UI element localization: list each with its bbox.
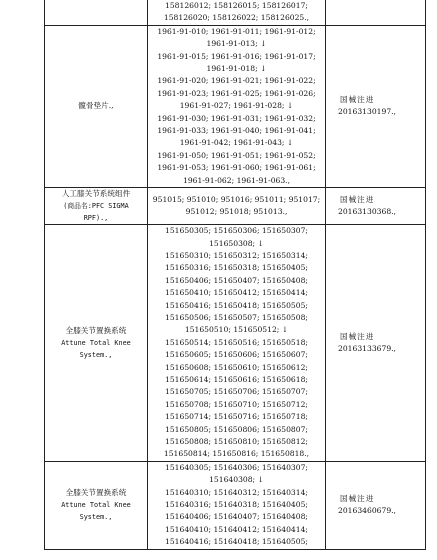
- model-code-line: 151650708; 151650710; 151650712;: [165, 399, 308, 409]
- registration-number: 20163133679.,: [338, 343, 396, 353]
- model-codes-cell: [148, 0, 326, 25]
- registration-number-cell: [326, 188, 426, 225]
- table-body: [45, 0, 426, 549]
- model-code-line: 151650514; 151650516; 151650518;: [165, 337, 308, 347]
- registration-number: 20163460679.,: [338, 506, 396, 516]
- product-name-line: 全膝关节置换系统: [65, 325, 127, 335]
- model-code-line: 951012; 951018; 951013.,: [185, 207, 288, 217]
- model-code-line: 1961-91-023; 1961-91-025; 1961-91-026;: [157, 88, 316, 98]
- product-name-line: System.,: [79, 350, 113, 359]
- model-code-line: 1961-91-013; ↓: [206, 39, 267, 49]
- product-name-line: Attune Total Knee: [61, 501, 131, 510]
- model-codes-cell: [148, 25, 326, 187]
- product-name-cell: [45, 461, 148, 549]
- model-code-line: 151650410; 151650412; 151650414;: [165, 288, 308, 298]
- product-name-cell: [45, 188, 148, 225]
- table-row: [45, 461, 426, 549]
- model-code-line: 151650406; 151650407; 151650408;: [165, 275, 308, 285]
- model-code-line: 1961-91-042; 1961-91-043; ↓: [179, 138, 294, 148]
- model-code-line: 1961-91-020; 1961-91-021; 1961-91-022;: [157, 76, 316, 86]
- model-code-line: 151650416; 151650418; 151650505;: [165, 300, 308, 310]
- model-code-line: 1961-91-027; 1961-91-028; ↓: [179, 101, 294, 111]
- product-name-line: (商品名:PFC SIGMA: [63, 202, 129, 211]
- model-code-line: 151650714; 151650716; 151650718;: [165, 412, 308, 422]
- registration-prefix: 国械注进: [340, 95, 375, 105]
- registration-prefix: 国械注进: [340, 331, 375, 341]
- model-code-line: 151640406; 151640407; 151640408;: [165, 512, 308, 522]
- registration-number-cell: [326, 461, 426, 549]
- model-code-line: 151650316; 151650318; 151650405;: [165, 263, 308, 273]
- model-code-line: 151640310; 151640312; 151640314;: [165, 487, 308, 497]
- registration-prefix: 国械注进: [340, 195, 375, 205]
- device-registration-table: [44, 0, 426, 550]
- registration-number: 20163130197.,: [338, 107, 396, 117]
- model-code-line: 1961-91-033; 1961-91-040; 1961-91-041;: [157, 126, 316, 136]
- model-code-line: 151650614; 151650616; 151650618;: [165, 374, 308, 384]
- model-code-line: 1961-91-053; 1961-91-060; 1961-91-061;: [157, 163, 316, 173]
- product-name-line: System.,: [79, 513, 113, 522]
- product-name-cell: [45, 25, 148, 187]
- product-name-cell: [45, 225, 148, 462]
- registration-prefix: 国械注进: [340, 494, 375, 504]
- model-code-line: 151650705; 151650706; 151650707;: [165, 387, 308, 397]
- model-code-line: 151650310; 151650312; 151650314;: [165, 250, 308, 260]
- model-code-line: 158126012; 158126015; 158126017;: [165, 1, 308, 10]
- model-codes-cell: [148, 461, 326, 549]
- product-name-line: RPF).,: [83, 214, 109, 223]
- model-code-line: 151650305; 151650306; 151650307;: [165, 226, 308, 236]
- model-code-line: 1961-91-015; 1961-91-016; 1961-91-017;: [157, 51, 316, 61]
- model-code-line: 1961-91-010; 1961-91-011; 1961-91-012;: [157, 26, 316, 36]
- model-code-line: 151650510; 151650512; ↓: [184, 325, 289, 335]
- model-code-line: 151650608; 151650610; 151650612;: [165, 362, 308, 372]
- model-code-line: 151640316; 151640318; 151640405;: [165, 500, 308, 510]
- table-row: [45, 188, 426, 225]
- model-code-line: 151640416; 151640418; 151640505;: [165, 537, 308, 547]
- model-code-line: 1961-91-050; 1961-91-051; 1961-91-052;: [157, 150, 316, 160]
- product-name-cell: [45, 0, 148, 25]
- model-code-line: 151640308; ↓: [209, 475, 264, 485]
- table-row: [45, 225, 426, 462]
- model-code-line: 1961-91-018; ↓: [206, 64, 267, 74]
- registration-number-cell: [326, 0, 426, 25]
- model-code-line: 151640410; 151640412; 151640414;: [165, 524, 308, 534]
- model-code-line: 1961-91-062; 1961-91-063.,: [182, 175, 291, 185]
- product-name-line: 人工膝关节系统组件: [61, 189, 131, 199]
- model-code-line: 151640305; 151640306; 151640307;: [165, 462, 308, 472]
- model-code-line: 151650308; ↓: [209, 238, 264, 248]
- model-code-line: 151650808; 151650810; 151650812;: [165, 437, 308, 446]
- model-codes-cell: [148, 225, 326, 462]
- table-row: [45, 25, 426, 187]
- registration-number-cell: [326, 25, 426, 187]
- model-code-line: 151650805; 151650806; 151650807;: [165, 424, 308, 434]
- model-code-line: 158126020; 158126022; 158126025.,: [163, 13, 310, 23]
- model-code-line: 951015; 951010; 951016; 951011; 951017;: [152, 194, 321, 204]
- product-name-line: Attune Total Knee: [61, 338, 131, 347]
- table-row: [45, 0, 426, 25]
- model-code-line: 151650605; 151650606; 151650607;: [165, 350, 308, 360]
- registration-number-cell: [326, 225, 426, 462]
- product-name-line: 髋骨垫片.,: [78, 101, 114, 111]
- model-code-line: 1961-91-030; 1961-91-031; 1961-91-032;: [157, 113, 316, 123]
- model-codes-cell: [148, 188, 326, 225]
- model-code-line: 151650506; 151650507; 151650508;: [165, 312, 308, 322]
- product-name-line: 全膝关节置换系统: [65, 488, 127, 498]
- registration-number: 20163130368.,: [338, 207, 396, 217]
- model-code-line: 151650814; 151650816; 151650818.,: [163, 449, 310, 459]
